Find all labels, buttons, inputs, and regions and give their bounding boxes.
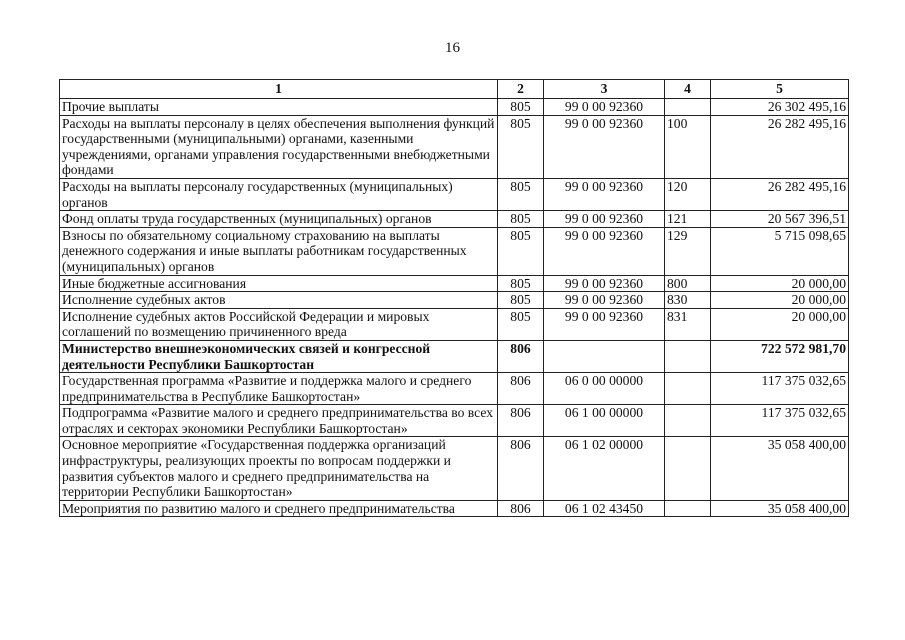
table-row [60,178,849,210]
table-row [60,99,849,116]
row-amount: 117 375 032,65 [711,373,849,405]
row-amount: 35 058 400,00 [711,500,849,517]
row-glav-code: 805 [498,115,544,178]
row-amount: 722 572 981,70 [711,340,849,372]
row-glav-code: 806 [498,340,544,372]
row-csr-code: 06 1 00 00000 [544,405,665,437]
column-header-csr: 3 [544,80,665,99]
row-csr-code: 99 0 00 92360 [544,115,665,178]
column-header-glav: 2 [498,80,544,99]
row-glav-code: 806 [498,500,544,517]
row-amount: 26 302 495,16 [711,99,849,116]
row-vr-code [665,405,711,437]
row-csr-code: 06 0 00 00000 [544,373,665,405]
row-csr-code: 99 0 00 92360 [544,178,665,210]
row-vr-code [665,373,711,405]
row-vr-code: 100 [665,115,711,178]
table-row [60,437,849,500]
row-csr-code: 99 0 00 92360 [544,275,665,292]
row-amount: 26 282 495,16 [711,178,849,210]
row-amount: 20 000,00 [711,308,849,340]
table-row [60,500,849,517]
row-vr-code [665,340,711,372]
row-glav-code: 805 [498,275,544,292]
column-header-vr: 4 [665,80,711,99]
row-name: Мероприятия по развитию малого и среднего предпринимательства [60,500,498,517]
row-glav-code: 805 [498,99,544,116]
table-row [60,115,849,178]
row-name: Министерство внешнеэкономических связей и конгрессной деятельности Республики Башкортостан [60,340,498,372]
row-name: Расходы на выплаты персоналу в целях обеспечения выполнения функций государственными (муниципальными) органами, казенными учреждениями, органами управления государственными внебюджетными фондами [60,115,498,178]
row-vr-code [665,99,711,116]
row-name: Взносы по обязательному социальному страхованию на выплаты денежного содержания и иные выплаты работникам государственных (муниципальных) органов [60,227,498,275]
table-row [60,340,849,372]
table-row [60,405,849,437]
row-csr-code: 06 1 02 00000 [544,437,665,500]
row-glav-code: 805 [498,308,544,340]
row-glav-code: 806 [498,437,544,500]
row-csr-code: 99 0 00 92360 [544,99,665,116]
row-name: Подпрограмма «Развитие малого и среднего предпринимательства во всех отраслях и секторах экономики Республики Башкортостан» [60,405,498,437]
row-vr-code: 129 [665,227,711,275]
row-vr-code: 121 [665,211,711,228]
table-header-row [60,80,849,99]
column-header-amount: 5 [711,80,849,99]
row-glav-code: 805 [498,227,544,275]
row-amount: 20 000,00 [711,275,849,292]
table-row [60,308,849,340]
column-header-name: 1 [60,80,498,99]
row-vr-code [665,437,711,500]
row-vr-code: 800 [665,275,711,292]
row-name: Прочие выплаты [60,99,498,116]
row-amount: 117 375 032,65 [711,405,849,437]
table-row [60,292,849,309]
row-name: Иные бюджетные ассигнования [60,275,498,292]
row-csr-code: 99 0 00 92360 [544,292,665,309]
table-body [60,99,849,517]
row-name: Государственная программа «Развитие и поддержка малого и среднего предпринимательства в Республике Башкортостан» [60,373,498,405]
row-name: Основное мероприятие «Государственная поддержка организаций инфраструктуры, реализующих проекты по вопросам поддержки и развития субъектов малого и среднего предпринимательства на территории Республики Башкортостан» [60,437,498,500]
row-glav-code: 805 [498,178,544,210]
row-glav-code: 805 [498,292,544,309]
row-vr-code: 120 [665,178,711,210]
row-vr-code [665,500,711,517]
row-name: Расходы на выплаты персоналу государственных (муниципальных) органов [60,178,498,210]
row-vr-code: 831 [665,308,711,340]
budget-table [59,79,849,517]
row-csr-code [544,340,665,372]
row-vr-code: 830 [665,292,711,309]
table-row [60,211,849,228]
row-glav-code: 805 [498,211,544,228]
row-csr-code: 99 0 00 92360 [544,211,665,228]
table-row [60,275,849,292]
row-glav-code: 806 [498,405,544,437]
row-name: Исполнение судебных актов [60,292,498,309]
row-amount: 35 058 400,00 [711,437,849,500]
row-name: Фонд оплаты труда государственных (муниципальных) органов [60,211,498,228]
page-number: 16 [445,40,460,56]
row-amount: 26 282 495,16 [711,115,849,178]
row-csr-code: 99 0 00 92360 [544,308,665,340]
row-amount: 5 715 098,65 [711,227,849,275]
row-csr-code: 99 0 00 92360 [544,227,665,275]
table-row [60,227,849,275]
table-row [60,373,849,405]
row-amount: 20 000,00 [711,292,849,309]
row-glav-code: 806 [498,373,544,405]
row-name: Исполнение судебных актов Российской Федерации и мировых соглашений по возмещению причиненного вреда [60,308,498,340]
row-csr-code: 06 1 02 43450 [544,500,665,517]
row-amount: 20 567 396,51 [711,211,849,228]
